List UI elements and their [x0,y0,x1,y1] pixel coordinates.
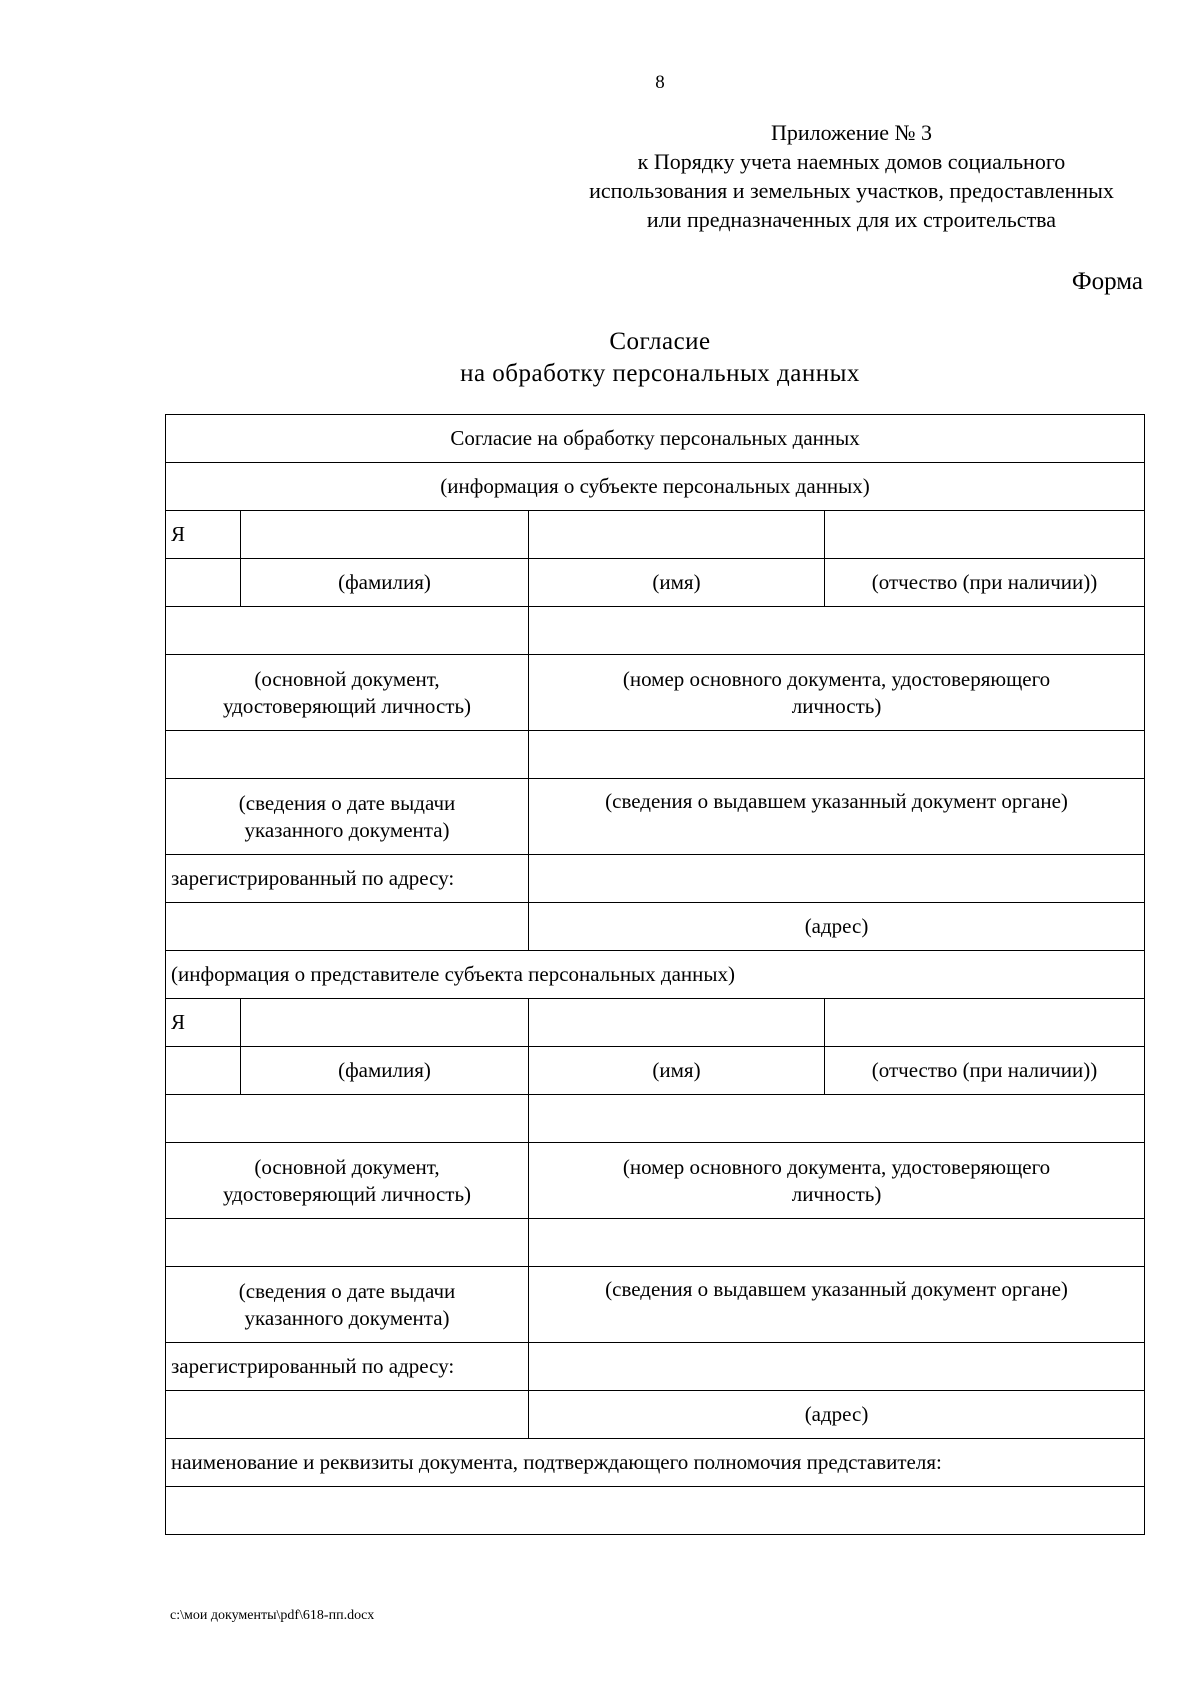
rep-issuer-field[interactable] [529,1219,1145,1267]
issue-date-caption-line-2: указанного документа) [244,1305,450,1330]
name-caption: (имя) [529,559,825,607]
empty-cell [166,903,529,951]
subject-doc-type-field[interactable] [166,607,529,655]
rep-doc-number-field[interactable] [529,1095,1145,1143]
table-row [166,1343,1145,1391]
ya-label: Я [166,999,241,1047]
doc-number-caption-line-2: личность) [791,1181,882,1206]
table-row [166,1143,1145,1219]
address-caption: (адрес) [529,1391,1145,1439]
table-row [166,463,1145,511]
table-row [166,1219,1145,1267]
issue-date-caption [166,1267,529,1343]
subject-issuer-field[interactable] [529,731,1145,779]
issuer-caption: (сведения о выдавшем указанный документ органе) [529,1267,1145,1343]
surname-caption: (фамилия) [241,1047,529,1095]
table-row [166,855,1145,903]
subject-address-field[interactable] [529,855,1145,903]
subject-patronymic-field[interactable] [825,511,1145,559]
appendix-line-3: использования и земельных участков, предоставленных [589,178,1114,203]
consent-form-table [165,414,1145,1535]
surname-caption: (фамилия) [241,559,529,607]
doc-type-caption [166,1143,529,1219]
table-row [166,731,1145,779]
form-label: Форма [1071,268,1143,295]
table-row [166,1095,1145,1143]
title-line-1: Согласие [609,328,711,355]
subject-surname-field[interactable] [241,511,529,559]
issue-date-caption-line-2: указанного документа) [244,817,450,842]
appendix-line-2: к Порядку учета наемных домов социального [637,149,1066,174]
document-title [0,326,1200,390]
subject-info-caption: (информация о субъекте персональных данных) [166,463,1145,511]
title-line-2: на обработку персональных данных [460,360,860,387]
patronymic-caption: (отчество (при наличии)) [825,559,1145,607]
doc-number-caption [529,655,1145,731]
appendix-header [560,118,1143,234]
doc-number-caption-line-1: (номер основного документа, удостоверяющего [622,666,1051,691]
name-caption: (имя) [529,1047,825,1095]
issue-date-caption-line-1: (сведения о дате выдачи [238,790,456,815]
table-row [166,1047,1145,1095]
issue-date-caption-line-1: (сведения о дате выдачи [238,1278,456,1303]
ya-label: Я [166,511,241,559]
rep-patronymic-field[interactable] [825,999,1145,1047]
doc-type-caption [166,655,529,731]
table-row [166,903,1145,951]
doc-type-caption-line-2: удостоверяющий личность) [222,693,472,718]
registered-label: зарегистрированный по адресу: [166,1343,529,1391]
address-caption: (адрес) [529,903,1145,951]
page-number: 8 [655,72,665,93]
table-row [166,607,1145,655]
subject-issue-date-field[interactable] [166,731,529,779]
doc-number-caption-line-1: (номер основного документа, удостоверяющего [622,1154,1051,1179]
empty-cell [166,1391,529,1439]
subject-name-field[interactable] [529,511,825,559]
table-row [166,511,1145,559]
registered-label: зарегистрированный по адресу: [166,855,529,903]
doc-number-caption-line-2: личность) [791,693,882,718]
representative-info-caption: (информация о представителе субъекта персональных данных) [166,951,1145,999]
doc-number-caption [529,1143,1145,1219]
issue-date-caption [166,779,529,855]
rep-doc-type-field[interactable] [166,1095,529,1143]
doc-type-caption-line-2: удостоверяющий личность) [222,1181,472,1206]
table-row [166,1391,1145,1439]
patronymic-caption: (отчество (при наличии)) [825,1047,1145,1095]
table-row [166,1487,1145,1535]
empty-cell [166,559,241,607]
table-header-cell: Согласие на обработку персональных данных [166,415,1145,463]
authority-doc-field[interactable] [166,1487,1145,1535]
table-row [166,415,1145,463]
table-row [166,559,1145,607]
rep-name-field[interactable] [529,999,825,1047]
issuer-caption: (сведения о выдавшем указанный документ органе) [529,779,1145,855]
table-row [166,999,1145,1047]
doc-type-caption-line-1: (основной документ, [254,666,440,691]
table-row [166,951,1145,999]
table-row [166,1439,1145,1487]
rep-surname-field[interactable] [241,999,529,1047]
doc-type-caption-line-1: (основной документ, [254,1154,440,1179]
table-row [166,779,1145,855]
table-row [166,655,1145,731]
table-row [166,1267,1145,1343]
empty-cell [166,1047,241,1095]
rep-address-field[interactable] [529,1343,1145,1391]
appendix-line-4: или предназначенных для их строительства [646,207,1057,232]
authority-doc-label: наименование и реквизиты документа, подтверждающего полномочия представителя: [166,1439,1145,1487]
footer-file-path: c:\мои документы\pdf\618-пп.docx [170,1608,375,1623]
appendix-line-1: Приложение № 3 [770,120,933,145]
subject-doc-number-field[interactable] [529,607,1145,655]
rep-issue-date-field[interactable] [166,1219,529,1267]
